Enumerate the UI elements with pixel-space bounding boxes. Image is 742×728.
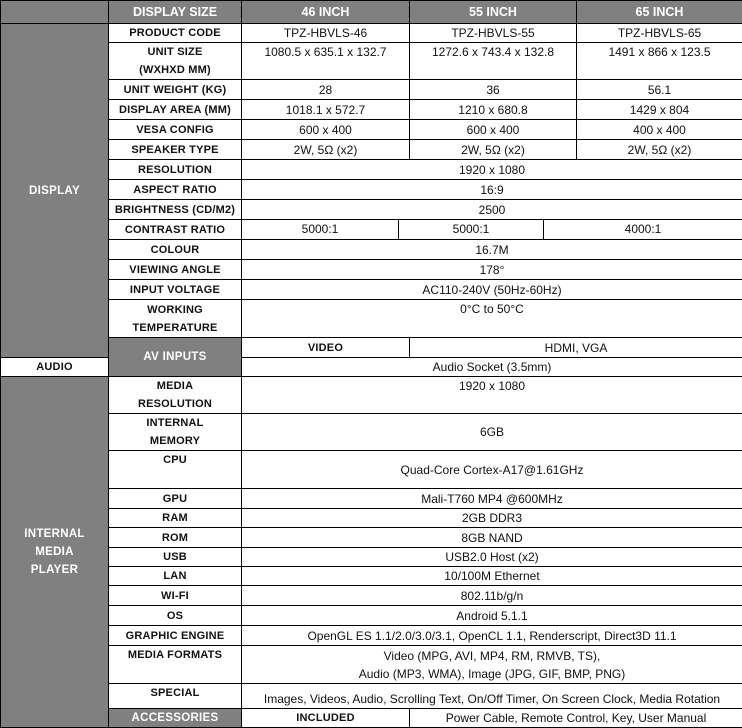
label-media-resolution (109, 377, 242, 414)
label-speaker-type: SPEAKER TYPE (109, 140, 242, 160)
row-rom (1, 528, 742, 548)
row-cpu (1, 451, 742, 489)
working-temperature-value: 0°C to 50°C (242, 300, 742, 338)
vesa-config-55: 600 x 400 (410, 120, 577, 140)
included-value: Power Cable, Remote Control, Key, User Manual (410, 709, 742, 728)
row-colour (1, 240, 742, 260)
resolution-value: 1920 x 1080 (242, 160, 742, 180)
label-product-code: PRODUCT CODE (109, 24, 242, 43)
os-value: Android 5.1.1 (242, 606, 742, 626)
product-code-65: TPZ-HBVLS-65 (577, 24, 742, 43)
category-av-inputs: AV INPUTS (109, 338, 242, 377)
row-media-formats (1, 646, 742, 684)
row-gpu (1, 489, 742, 509)
row-included (1, 709, 742, 728)
header-55-inch: 55 INCH (410, 1, 577, 24)
audio-value: Audio Socket (3.5mm) (242, 358, 742, 377)
row-wifi (1, 586, 742, 606)
row-resolution (1, 160, 742, 180)
label-internal-memory-line2: MEMORY (112, 432, 238, 450)
header-blank (1, 1, 109, 24)
label-gpu: GPU (109, 489, 242, 509)
label-input-voltage: INPUT VOLTAGE (109, 280, 242, 300)
display-area-65: 1429 x 804 (577, 100, 742, 120)
row-graphic-engine (1, 626, 742, 646)
label-media-resolution-line2: RESOLUTION (112, 395, 238, 413)
internal-memory-value: 6GB (242, 414, 742, 451)
unit-weight-65: 56.1 (577, 80, 742, 100)
category-imp-line1: INTERNAL (4, 525, 105, 543)
display-area-55: 1210 x 680.8 (410, 100, 577, 120)
category-accessories: ACCESSORIES (109, 709, 242, 728)
row-speaker-type (1, 140, 742, 160)
speaker-type-55: 2W, 5Ω (x2) (410, 140, 577, 160)
row-os (1, 606, 742, 626)
label-unit-size-line2: (WXHXD MM) (112, 61, 238, 79)
brightness-value: 2500 (242, 200, 742, 220)
label-cpu: CPU (109, 451, 242, 489)
label-vesa-config: VESA CONFIG (109, 120, 242, 140)
row-vesa-config (1, 120, 742, 140)
label-display-area: DISPLAY AREA (MM) (109, 100, 242, 120)
unit-size-46: 1080.5 x 635.1 x 132.7 (242, 43, 410, 80)
row-input-voltage (1, 280, 742, 300)
label-audio: AUDIO (1, 358, 109, 377)
header-46-inch: 46 INCH (242, 1, 410, 24)
label-video: VIDEO (242, 338, 410, 358)
unit-size-65: 1491 x 866 x 123.5 (577, 43, 742, 80)
special-value: Images, Videos, Audio, Scrolling Text, On/Off Timer, On Screen Clock, Media Rotation (242, 684, 742, 709)
row-contrast-ratio (1, 220, 742, 240)
row-brightness (1, 200, 742, 220)
viewing-angle-value: 178° (242, 260, 742, 280)
label-resolution: RESOLUTION (109, 160, 242, 180)
label-rom: ROM (109, 528, 242, 548)
rom-value: 8GB NAND (242, 528, 742, 548)
category-internal-media-player (1, 377, 109, 728)
label-internal-memory (109, 414, 242, 451)
speaker-type-46: 2W, 5Ω (x2) (242, 140, 410, 160)
row-product-code (1, 24, 742, 43)
colour-value: 16.7M (242, 240, 742, 260)
contrast-ratio-46: 5000:1 (242, 220, 398, 239)
media-formats-line1: Video (MPG, AVI, MP4, RM, RMVB, TS), (245, 647, 739, 665)
cpu-value: Quad-Core Cortex-A17@1.61GHz (242, 451, 742, 489)
row-special (1, 684, 742, 709)
ram-value: 2GB DDR3 (242, 509, 742, 528)
label-graphic-engine: GRAPHIC ENGINE (109, 626, 242, 646)
row-lan (1, 567, 742, 586)
media-formats-line2: Audio (MP3, WMA), Image (JPG, GIF, BMP, PNG) (245, 665, 739, 683)
category-imp-line3: PLAYER (4, 561, 105, 579)
header-65-inch: 65 INCH (577, 1, 742, 24)
contrast-ratio-55: 5000:1 (398, 220, 543, 239)
product-code-55: TPZ-HBVLS-55 (410, 24, 577, 43)
header-display-size: DISPLAY SIZE (109, 1, 242, 24)
label-ram: RAM (109, 509, 242, 528)
row-ram (1, 509, 742, 528)
label-media-resolution-line1: MEDIA (112, 377, 238, 395)
media-formats-value (242, 646, 742, 684)
label-internal-memory-line1: INTERNAL (112, 414, 238, 432)
usb-value: USB2.0 Host (x2) (242, 548, 742, 567)
header-row (1, 1, 742, 24)
contrast-ratio-cell (242, 220, 742, 240)
label-contrast-ratio: CONTRAST RATIO (109, 220, 242, 240)
label-working-temperature-line1: WORKING (112, 301, 238, 319)
unit-size-55: 1272.6 x 743.4 x 132.8 (410, 43, 577, 80)
label-wifi: WI-FI (109, 586, 242, 606)
row-usb (1, 548, 742, 567)
vesa-config-65: 400 x 400 (577, 120, 742, 140)
label-usb: USB (109, 548, 242, 567)
row-display-area (1, 100, 742, 120)
contrast-ratio-65: 4000:1 (543, 220, 742, 239)
unit-weight-46: 28 (242, 80, 410, 100)
label-aspect-ratio: ASPECT RATIO (109, 180, 242, 200)
media-resolution-value: 1920 x 1080 (242, 377, 742, 414)
label-colour: COLOUR (109, 240, 242, 260)
row-unit-size (1, 43, 742, 80)
row-viewing-angle (1, 260, 742, 280)
label-unit-size-line1: UNIT SIZE (112, 43, 238, 61)
aspect-ratio-value: 16:9 (242, 180, 742, 200)
unit-weight-55: 36 (410, 80, 577, 100)
product-code-46: TPZ-HBVLS-46 (242, 24, 410, 43)
label-media-formats: MEDIA FORMATS (109, 646, 242, 684)
wifi-value: 802.11b/g/n (242, 586, 742, 606)
label-working-temperature (109, 300, 242, 338)
label-viewing-angle: VIEWING ANGLE (109, 260, 242, 280)
label-working-temperature-line2: TEMPERATURE (112, 319, 238, 337)
vesa-config-46: 600 x 400 (242, 120, 410, 140)
category-display: DISPLAY (1, 24, 109, 358)
lan-value: 10/100M Ethernet (242, 567, 742, 586)
row-video (1, 338, 742, 358)
speaker-type-65: 2W, 5Ω (x2) (577, 140, 742, 160)
input-voltage-value: AC110-240V (50Hz-60Hz) (242, 280, 742, 300)
row-working-temperature (1, 300, 742, 338)
row-unit-weight (1, 80, 742, 100)
row-media-resolution (1, 377, 742, 414)
label-brightness: BRIGHTNESS (CD/M2) (109, 200, 242, 220)
label-lan: LAN (109, 567, 242, 586)
label-os: OS (109, 606, 242, 626)
row-aspect-ratio (1, 180, 742, 200)
label-special: SPECIAL (109, 684, 242, 709)
label-unit-weight: UNIT WEIGHT (KG) (109, 80, 242, 100)
row-internal-memory (1, 414, 742, 451)
label-unit-size (109, 43, 242, 80)
graphic-engine-value: OpenGL ES 1.1/2.0/3.0/3.1, OpenCL 1.1, Renderscript, Direct3D 11.1 (242, 626, 742, 646)
label-included: INCLUDED (242, 709, 410, 728)
category-imp-line2: MEDIA (4, 543, 105, 561)
display-area-46: 1018.1 x 572.7 (242, 100, 410, 120)
video-value: HDMI, VGA (410, 338, 742, 358)
gpu-value: Mali-T760 MP4 @600MHz (242, 489, 742, 509)
